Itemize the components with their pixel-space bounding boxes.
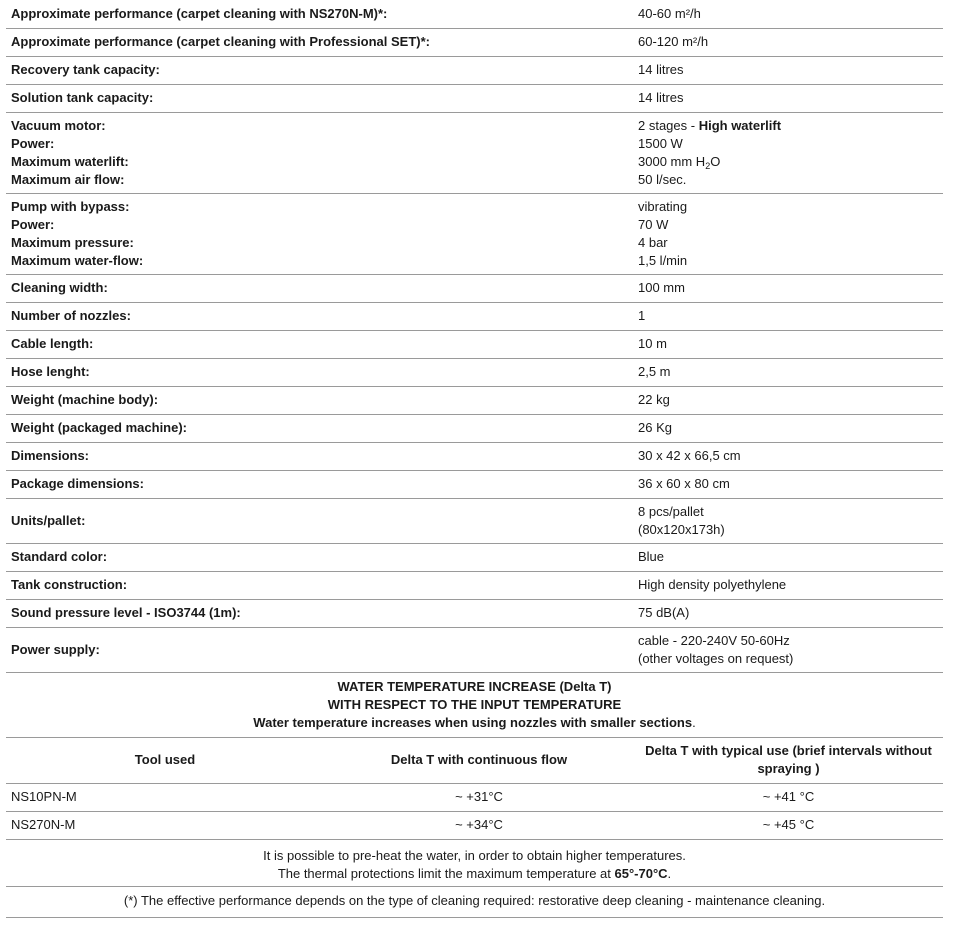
delta-typical: ~ +41 °C <box>634 783 943 811</box>
vacuum-labels <box>6 112 633 193</box>
spec-row <box>6 84 943 112</box>
spec-value: 26 Kg <box>633 414 943 442</box>
delta-tool: NS10PN-M <box>6 783 324 811</box>
delta-title-2: WITH RESPECT TO THE INPUT TEMPERATURE <box>327 697 622 712</box>
delta-title-3-text: Water temperature increases when using nozzles with smaller sections <box>253 715 693 730</box>
spec-label: Cleaning width: <box>6 274 633 302</box>
spec-value: 60-120 m²/h <box>633 28 943 56</box>
waterlift-suffix: O <box>710 153 721 169</box>
spec-value: Blue <box>633 543 943 571</box>
spec-label: Dimensions: <box>6 442 633 470</box>
pump-row <box>6 193 943 274</box>
vacuum-motor-prefix: 2 stages - <box>638 117 699 133</box>
spec-row <box>6 28 943 56</box>
pump-pressure-label: Maximum pressure: <box>11 234 134 250</box>
note-line-2-bold: 65°-70°C <box>614 865 668 881</box>
pump-values <box>633 193 943 274</box>
pump-waterflow-label: Maximum water-flow: <box>11 252 144 268</box>
spec-row <box>6 414 943 442</box>
spec-row <box>6 543 943 571</box>
delta-row <box>6 783 943 811</box>
vacuum-power-value: 1500 W <box>638 135 683 151</box>
header-continuous: Delta T with continuous flow <box>324 738 634 783</box>
note-line-2-suffix: . <box>667 865 672 881</box>
spec-label: Standard color: <box>6 543 633 571</box>
units-values <box>633 498 943 543</box>
power-supply-row <box>6 627 943 672</box>
header-tool: Tool used <box>6 738 324 783</box>
power-supply-value-1: cable - 220-240V 50-60Hz <box>638 632 790 648</box>
vacuum-waterlift-label: Maximum waterlift: <box>11 153 129 169</box>
pump-labels <box>6 193 633 274</box>
footnote: (*) The effective performance depends on the type of cleaning required: restorative deep cleaning - maintenance cleaning. <box>6 887 943 918</box>
power-supply-value-2: (other voltages on request) <box>638 650 794 666</box>
spec-value: 2,5 m <box>633 358 943 386</box>
spec-label: Weight (packaged machine): <box>6 414 633 442</box>
units-label: Units/pallet: <box>6 498 633 543</box>
delta-heading <box>6 673 943 738</box>
delta-row <box>6 811 943 839</box>
delta-continuous: ~ +34°C <box>324 811 634 839</box>
waterlift-sub: 2 <box>705 160 711 171</box>
vacuum-row <box>6 112 943 193</box>
delta-title-1: WATER TEMPERATURE INCREASE (Delta T) <box>337 679 612 694</box>
spec-value: 14 litres <box>633 56 943 84</box>
header-typical: Delta T with typical use (brief intervals without spraying ) <box>634 738 943 783</box>
spec-row <box>6 0 943 28</box>
spec-value: 22 kg <box>633 386 943 414</box>
spec-row <box>6 599 943 627</box>
spec-label: Package dimensions: <box>6 470 633 498</box>
units-value-2: (80x120x173h) <box>638 521 725 537</box>
spec-row <box>6 274 943 302</box>
spec-label: Solution tank capacity: <box>6 84 633 112</box>
note-line-2-prefix: The thermal protections limit the maximum temperature at <box>277 865 615 881</box>
spec-label: Hose lenght: <box>6 358 633 386</box>
vacuum-power-label: Power: <box>11 135 55 151</box>
spec-label: Cable length: <box>6 330 633 358</box>
power-supply-values <box>633 627 943 672</box>
spec-row <box>6 330 943 358</box>
spec-row <box>6 470 943 498</box>
delta-table <box>6 738 943 840</box>
delta-section <box>6 673 943 918</box>
spec-value: 14 litres <box>633 84 943 112</box>
power-supply-label: Power supply: <box>6 627 633 672</box>
units-row <box>6 498 943 543</box>
spec-label: Approximate performance (carpet cleaning with NS270N-M)*: <box>6 0 633 28</box>
spec-value: 75 dB(A) <box>633 599 943 627</box>
spec-label: Weight (machine body): <box>6 386 633 414</box>
spec-value: 1 <box>633 302 943 330</box>
vacuum-motor-value <box>638 117 938 135</box>
spec-label: Approximate performance (carpet cleaning with Professional SET)*: <box>6 28 633 56</box>
spec-row <box>6 386 943 414</box>
delta-tool: NS270N-M <box>6 811 324 839</box>
spec-label: Tank construction: <box>6 571 633 599</box>
preheat-note <box>6 840 943 887</box>
note-line-1: It is possible to pre-heat the water, in order to obtain higher temperatures. <box>263 847 686 863</box>
vacuum-values <box>633 112 943 193</box>
delta-title-3 <box>6 714 943 732</box>
spec-value: 100 mm <box>633 274 943 302</box>
spec-table <box>6 0 943 673</box>
spec-value: 10 m <box>633 330 943 358</box>
pump-waterflow-value: 1,5 l/min <box>638 252 688 268</box>
spec-row <box>6 571 943 599</box>
pump-value: vibrating <box>638 198 688 214</box>
spec-row <box>6 56 943 84</box>
vacuum-motor-label: Vacuum motor: <box>11 117 106 133</box>
vacuum-airflow-label: Maximum air flow: <box>11 171 125 187</box>
spec-label: Sound pressure level - ISO3744 (1m): <box>6 599 633 627</box>
vacuum-motor-bold: High waterlift <box>698 117 782 133</box>
delta-title-3-end: . <box>692 715 696 730</box>
spec-row <box>6 302 943 330</box>
spec-value: 30 x 42 x 66,5 cm <box>633 442 943 470</box>
units-value-1: 8 pcs/pallet <box>638 503 704 519</box>
vacuum-waterlift-value <box>638 153 938 171</box>
pump-label: Pump with bypass: <box>11 198 130 214</box>
delta-typical: ~ +45 °C <box>634 811 943 839</box>
note-line-2 <box>6 865 943 883</box>
spec-row <box>6 442 943 470</box>
delta-continuous: ~ +31°C <box>324 783 634 811</box>
vacuum-airflow-value: 50 l/sec. <box>638 171 687 187</box>
pump-power-value: 70 W <box>638 216 669 232</box>
spec-label: Recovery tank capacity: <box>6 56 633 84</box>
spec-label: Number of nozzles: <box>6 302 633 330</box>
spec-value: 36 x 60 x 80 cm <box>633 470 943 498</box>
pump-pressure-value: 4 bar <box>638 234 668 250</box>
delta-header-row <box>6 738 943 783</box>
pump-power-label: Power: <box>11 216 55 232</box>
spec-row <box>6 358 943 386</box>
waterlift-prefix: 3000 mm H <box>638 153 706 169</box>
spec-value: 40-60 m²/h <box>633 0 943 28</box>
spec-value: High density polyethylene <box>633 571 943 599</box>
